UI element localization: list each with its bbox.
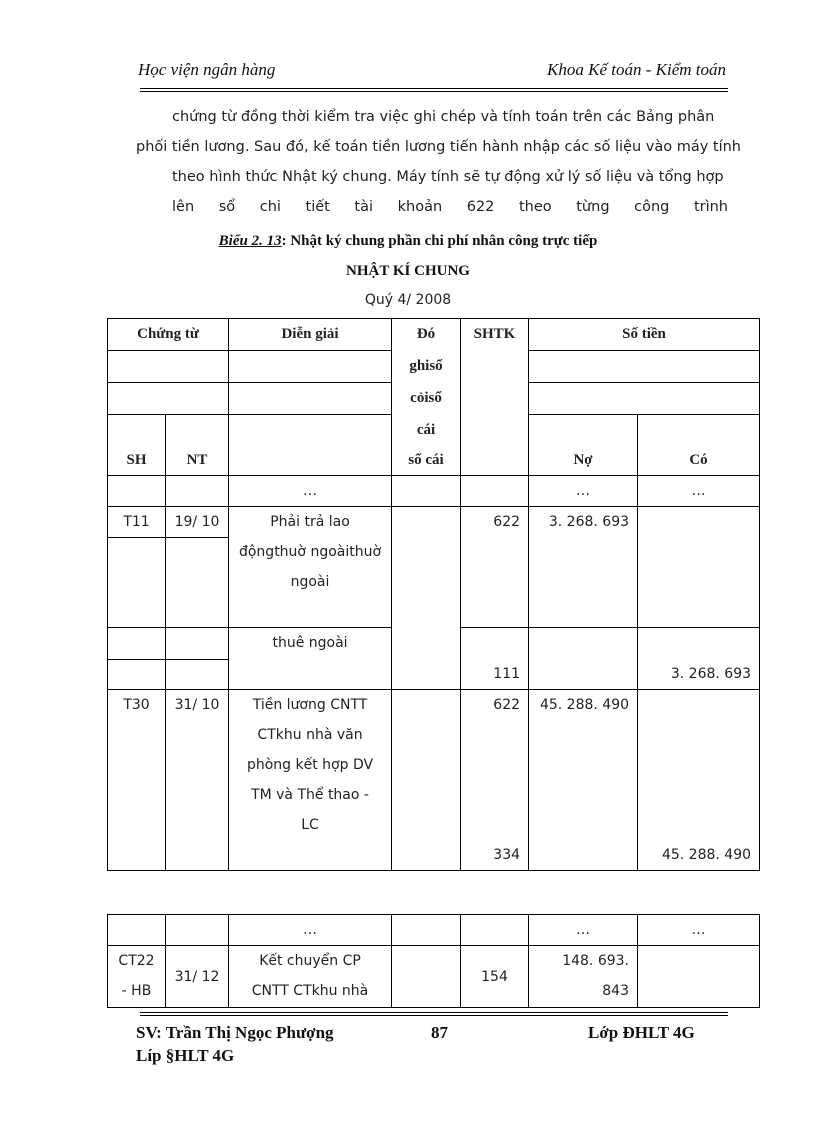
header-blank xyxy=(229,351,392,383)
desc-line: Tiền lương CNTT xyxy=(252,697,368,713)
header-posted-line-1: Đó xyxy=(392,319,461,351)
cell xyxy=(392,946,461,1008)
header-posted-line-4 xyxy=(392,415,461,476)
cell xyxy=(108,537,166,627)
cell xyxy=(638,946,760,1008)
intro-line-3: theo hình thức Nhật ký chung. Máy tính sẽ tự động xử lý số liệu và tổng hợp xyxy=(172,169,724,185)
cell xyxy=(108,475,166,506)
cell-account xyxy=(461,690,529,871)
spacer xyxy=(461,720,520,840)
footer-student: SV: Trần Thị Ngọc Phượng xyxy=(136,1023,334,1042)
cell-account: 154 xyxy=(461,946,529,1008)
cell-debit: 3. 268. 693 xyxy=(529,506,638,537)
header-credit: Có xyxy=(638,415,760,476)
posted-line: cái xyxy=(416,421,436,438)
desc-line: độngthuờ ngoàithuờ xyxy=(238,544,382,560)
cell xyxy=(461,537,529,627)
cell-ellipsis: … xyxy=(229,475,392,506)
table-row-ellipsis xyxy=(108,915,760,946)
desc-line: Kết chuyển CP xyxy=(259,953,361,969)
cell-description xyxy=(229,690,392,871)
cell xyxy=(166,537,229,627)
header-blank xyxy=(108,383,229,415)
cell-ellipsis: … xyxy=(638,475,760,506)
intro-line-1: chứng từ đồng thời kiểm tra việc ghi chép và tính toán trên các Bảng phân xyxy=(172,109,715,125)
header-voucher: Chứng từ xyxy=(108,319,229,351)
cell-debit: 45. 288. 490 xyxy=(529,690,638,871)
cell xyxy=(108,659,166,690)
desc-line: phòng kết hợp DV xyxy=(246,757,374,773)
cell-description: Phải trả lao xyxy=(229,506,392,537)
header-blank xyxy=(229,383,392,415)
header-blank xyxy=(529,383,760,415)
table-row xyxy=(108,690,760,871)
table-row xyxy=(108,946,760,1008)
cell-ellipsis: … xyxy=(529,915,638,946)
cell xyxy=(108,627,166,659)
cell xyxy=(461,627,529,659)
desc-line: LC xyxy=(301,817,319,833)
cell xyxy=(529,659,638,690)
intro-word: 622 xyxy=(466,199,495,215)
cell xyxy=(166,659,229,690)
journal-period: Quý 4/ 2008 xyxy=(364,292,452,308)
header-posted-line-2: ghisổ xyxy=(392,351,461,383)
intro-word: khoản xyxy=(397,199,443,215)
cell xyxy=(392,915,461,946)
cell xyxy=(638,627,760,659)
debit-line: 843 xyxy=(602,983,629,999)
intro-word: lên xyxy=(172,199,195,215)
cell-account: 622 xyxy=(461,506,529,537)
cell xyxy=(461,915,529,946)
intro-word: tiết xyxy=(305,199,330,215)
footer-class-legacy: Líp §HLT 4G xyxy=(136,1046,235,1065)
cell-voucher-date: 31/ 10 xyxy=(166,690,229,871)
cell-ellipsis: … xyxy=(229,915,392,946)
desc-line: ngoài xyxy=(290,574,330,590)
intro-word: trình xyxy=(693,199,728,215)
intro-word: theo xyxy=(519,199,552,215)
journal-table xyxy=(107,318,760,871)
header-voucher-date: NT xyxy=(166,415,229,476)
cell xyxy=(461,475,529,506)
header-description: Diễn giải xyxy=(229,319,392,351)
cell-voucher-date: 19/ 10 xyxy=(166,506,229,537)
cell xyxy=(392,506,461,690)
table-caption xyxy=(0,233,816,250)
posted-line: sổ cái xyxy=(408,451,444,468)
header-voucher-number: SH xyxy=(108,415,166,476)
cell-ellipsis: … xyxy=(638,915,760,946)
cell-ellipsis: … xyxy=(529,475,638,506)
footer-rule-2 xyxy=(140,1015,728,1016)
header-account: SHTK xyxy=(461,319,529,476)
header-rule xyxy=(140,88,728,89)
header-debit: Nợ xyxy=(529,415,638,476)
account-line: 334 xyxy=(493,847,521,863)
desc-line: TM và Thể thao - xyxy=(251,787,369,803)
cell xyxy=(529,537,638,627)
header-blank xyxy=(108,351,229,383)
header-posted-line-3: cỏisổ xyxy=(392,383,461,415)
footer-page-number: 87 xyxy=(431,1023,448,1042)
caption-label: Biểu 2. 13 xyxy=(218,233,282,249)
cell-credit: 3. 268. 693 xyxy=(638,659,760,690)
cell-voucher-number xyxy=(108,946,166,1008)
desc-line: CNTT CTkhu nhà xyxy=(251,983,369,999)
footer-rule xyxy=(140,1012,728,1013)
intro-word: công xyxy=(634,199,670,215)
header-department: Khoa Kế toán - Kiểm toán xyxy=(547,60,726,79)
desc-line: CTkhu nhà văn xyxy=(257,727,363,743)
table-row xyxy=(108,506,760,537)
cell-debit xyxy=(529,946,638,1008)
table-row-ellipsis xyxy=(108,475,760,506)
intro-word: sổ xyxy=(218,199,236,215)
cell-description xyxy=(229,946,392,1008)
footer-class: Lớp ĐHLT 4G xyxy=(588,1023,695,1042)
cell-credit: 45. 288. 490 xyxy=(638,690,760,871)
caption-text: : Nhật ký chung phần chi phí nhân công trực tiếp xyxy=(281,233,598,249)
cell xyxy=(638,537,760,627)
intro-word: chi xyxy=(259,199,281,215)
journal-title: NHẬT KÍ CHUNG xyxy=(346,263,470,279)
header-rule-2 xyxy=(140,91,728,92)
debit-line: 148. 693. xyxy=(562,953,629,969)
intro-word: tài xyxy=(354,199,374,215)
sh-line: CT22 xyxy=(118,953,155,969)
header-blank xyxy=(529,351,760,383)
cell xyxy=(392,475,461,506)
header-institution: Học viện ngân hàng xyxy=(138,60,276,79)
cell xyxy=(166,627,229,659)
sh-line: - HB xyxy=(121,983,152,999)
cell xyxy=(166,915,229,946)
header-amount: Số tiền xyxy=(529,319,760,351)
cell xyxy=(166,475,229,506)
cell xyxy=(529,627,638,659)
cell xyxy=(638,506,760,537)
cell-voucher-number: T30 xyxy=(108,690,166,871)
cell-account: 111 xyxy=(461,659,529,690)
cell-description: thuê ngoài xyxy=(229,627,392,690)
cell-voucher-date: 31/ 12 xyxy=(166,946,229,1008)
cell-description xyxy=(229,537,392,627)
cell xyxy=(108,915,166,946)
journal-table-continued xyxy=(107,914,760,1008)
header-blank xyxy=(229,415,392,476)
intro-line-4 xyxy=(172,199,728,215)
intro-word: từng xyxy=(576,199,610,215)
cell xyxy=(392,690,461,871)
intro-line-2: phối tiền lương. Sau đó, kế toán tiền lương tiến hành nhập các số liệu vào máy tính xyxy=(136,139,741,155)
account-line: 622 xyxy=(493,697,521,713)
cell-voucher-number: T11 xyxy=(108,506,166,537)
